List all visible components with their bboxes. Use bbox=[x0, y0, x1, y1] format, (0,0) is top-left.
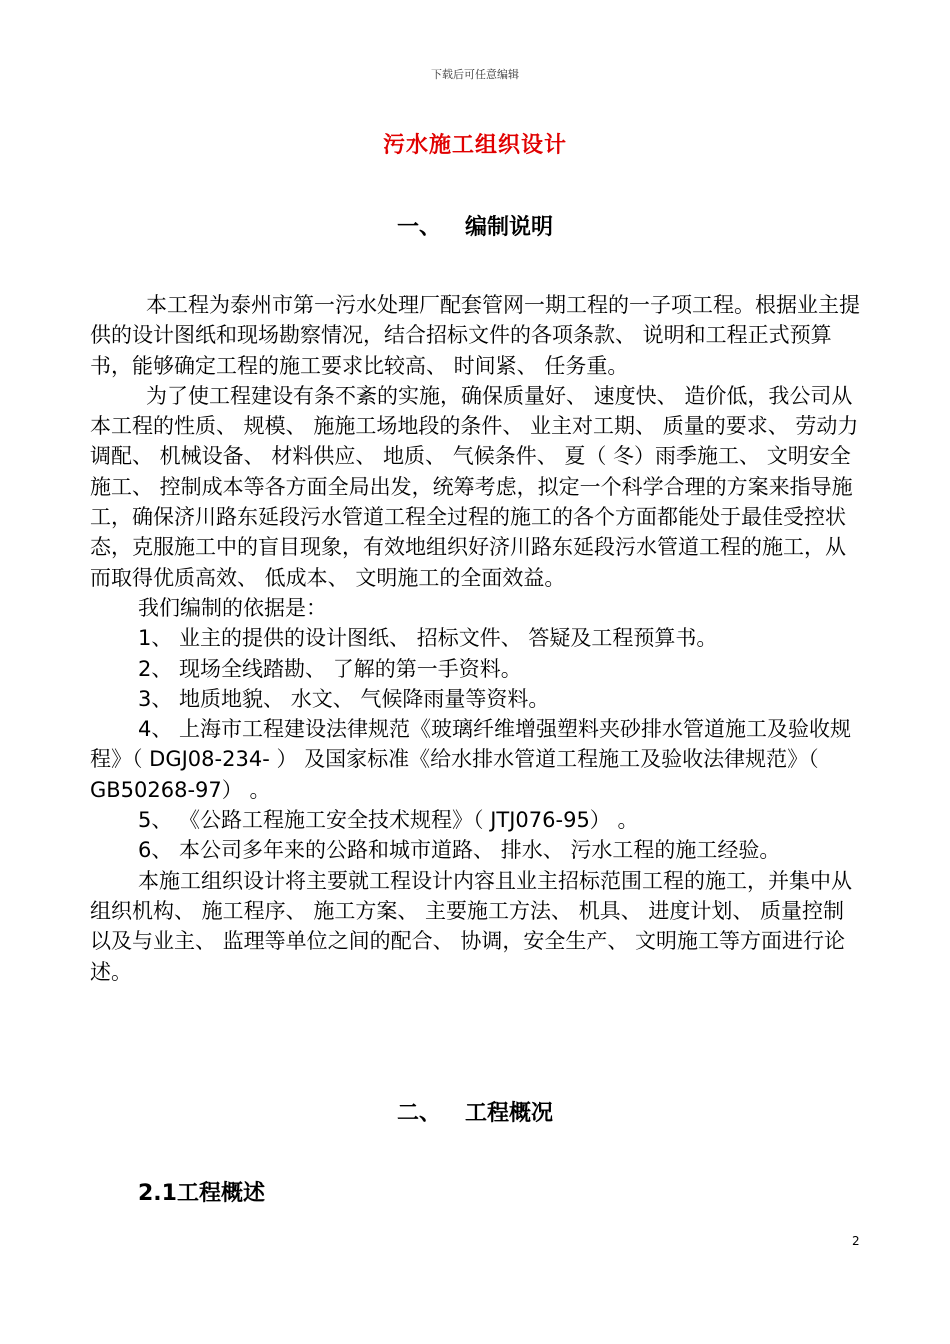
body-text bbox=[90, 290, 862, 987]
basis-intro: 我们编制的依据是： bbox=[138, 595, 327, 620]
section-number: 一、 bbox=[396, 215, 441, 240]
section-heading-2 bbox=[0, 1096, 950, 1127]
paragraph-intro: 本工程为泰州市第一污水处理厂配套管网一期工程的一子项工程。根据业主提供的设计图纸和现场勘察情况，结合招标文件的各项条款、 说明和工程正式预算书，能够确定工程的施工要求比较高、 时间紧、 任务重。 bbox=[90, 293, 860, 378]
page-header: 下载后可任意编辑 bbox=[431, 68, 519, 81]
paragraph-scope: 本施工组织设计将主要就工程设计内容且业主招标范围工程的施工，并集中从组织机构、 施工程序、 施工方案、 主要施工方法、 机具、 进度计划、 质量控制以及与业主、 监理等单位之间的配合、 协调，安全生产、 文明施工等方面进行论述。 bbox=[90, 868, 852, 984]
section-title: 编制说明 bbox=[465, 215, 554, 240]
basis-item-4: 4、 上海市工程建设法律规范《玻璃纤维增强塑料夹砂排水管道施工及验收规程》（ DGJ08-234- ） 及国家标准《给水排水管道工程施工及验收法律规范》（ GB50268-97） 。 bbox=[90, 717, 852, 802]
basis-item-1: 1、 业主的提供的设计图纸、 招标文件、 答疑及工程预算书。 bbox=[138, 626, 718, 651]
page-number: 2 bbox=[852, 1234, 860, 1248]
basis-item-6: 6、 本公司多年来的公路和城市道路、 排水、 污水工程的施工经验。 bbox=[138, 838, 781, 863]
section-number: 二、 bbox=[396, 1101, 441, 1126]
document-title: 污水施工组织设计 bbox=[382, 133, 567, 158]
basis-item-5: 5、 《公路工程施工安全技术规程》（ JTJ076-95） 。 bbox=[138, 808, 639, 833]
basis-item-2: 2、 现场全线踏勘、 了解的第一手资料。 bbox=[138, 656, 522, 681]
paragraph-goals: 为了使工程建设有条不紊的实施，确保质量好、 速度快、 造价低，我公司从本工程的性质、 规模、 施施工场地段的条件、 业主对工期、 质量的要求、 劳动力调配、 机械设备、 材料供应、 地质、 气候条件、 夏（ 冬）雨季施工、 文明安全施工、 控制成本等各方面全局出发，统筹考虑，拟定一个科学合理的方案来指导施工，确保济川路东延段污水管道工程全过程的施工的各个方面都能处于最佳受控状态，克服施工中的盲目现象，有效地组织好济川路东延段污水管道工程的施工，从而取得优质高效、 低成本、 文明施工的全面效益。 bbox=[90, 383, 859, 590]
section-title: 工程概况 bbox=[465, 1101, 554, 1126]
subsection-heading: 2.1工程概述 bbox=[138, 1181, 265, 1206]
section-heading-1 bbox=[0, 210, 950, 241]
basis-item-3: 3、 地质地貌、 水文、 气候降雨量等资料。 bbox=[138, 686, 550, 711]
